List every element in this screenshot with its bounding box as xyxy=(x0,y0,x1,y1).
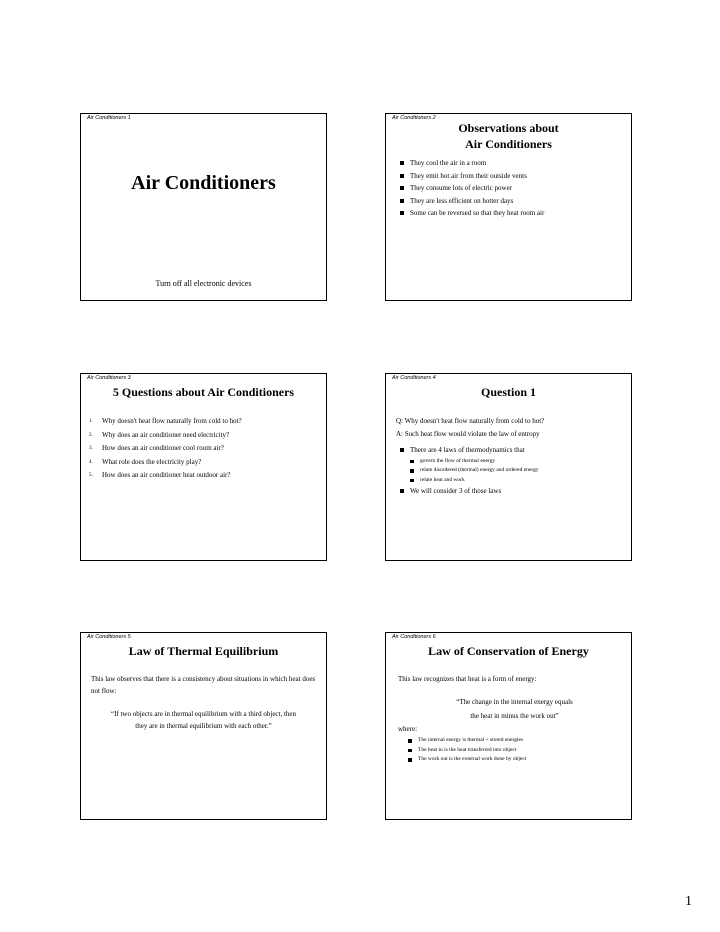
slide-header: Air Conditioners 2 xyxy=(392,115,436,121)
bullet-list xyxy=(400,157,625,220)
slide-header: Air Conditioners 1 xyxy=(87,115,131,121)
slide-subtitle: Turn off all electronic devices xyxy=(155,279,252,288)
list-number: 2. xyxy=(89,432,93,438)
slide-header: Air Conditioners 5 xyxy=(87,634,131,640)
slide-title: Law of Conservation of Energy xyxy=(428,644,589,658)
list-item: Some can be reversed so that they heat room air xyxy=(400,207,625,220)
slide-title: Law of Thermal Equilibrium xyxy=(128,644,279,658)
list-text: What role does the electricity play? xyxy=(102,457,202,466)
slide-6 xyxy=(385,632,632,820)
sub-item: The work out is the external work done by object xyxy=(408,755,625,765)
sub-item: govern the flow of thermal energy xyxy=(410,457,625,467)
body-text: This law observes that there is a consistency about situations in which heat does not flow: xyxy=(91,675,316,695)
where-label: where: xyxy=(398,725,418,733)
answer-text: A: Such heat flow would violate the law of entropy xyxy=(396,430,540,438)
list-item xyxy=(89,469,320,483)
list-number: 1. xyxy=(89,419,93,424)
slide-3 xyxy=(80,373,327,561)
quote-line-1: “The change in the internal energy equals xyxy=(456,698,573,706)
slide-5 xyxy=(80,632,327,820)
slide-title: 5 Questions about Air Conditioners xyxy=(112,385,295,399)
slide-header: Air Conditioners 3 xyxy=(87,375,131,381)
list-item: They consume lots of electric power xyxy=(400,182,625,195)
bullet-list xyxy=(400,444,625,498)
body-text: This law recognizes that heat is a form of energy: xyxy=(398,675,537,683)
list-item xyxy=(89,442,320,456)
list-text: How does an air conditioner cool room air? xyxy=(102,444,224,452)
question-text: Q: Why doesn't heat flow naturally from cold to hot? xyxy=(396,417,545,425)
slide-title-line-1: Observations about xyxy=(458,121,559,135)
slide-header: Air Conditioners 6 xyxy=(392,634,436,640)
list-number: 5. xyxy=(89,473,93,478)
list-item xyxy=(89,429,320,443)
slide-title: Air Conditioners xyxy=(131,172,276,194)
list-item: They emit hot air from their outside vents xyxy=(400,170,625,183)
list-text: Why doesn't heat flow naturally from cold to hot? xyxy=(102,417,242,425)
list-item xyxy=(400,444,625,485)
quote-line-1: “If two objects are in thermal equilibrium with a third object, then xyxy=(110,710,297,718)
quote-line-2: they are in thermal equilibrium with each other.” xyxy=(135,722,272,730)
sub-item: The heat in is the heat transferred into object xyxy=(408,746,625,756)
quote-line-2: the heat in minus the work out” xyxy=(470,712,559,720)
sub-item: relate disordered (thermal) energy and ordered energy xyxy=(410,466,625,476)
slide-title-line-2: Air Conditioners xyxy=(465,137,552,151)
list-text: There are 4 laws of thermodynamics that xyxy=(410,446,525,454)
list-item: We will consider 3 of those laws xyxy=(400,485,625,498)
slide-1 xyxy=(80,113,327,301)
page-number: 1 xyxy=(685,894,692,909)
list-item: They are less efficient on hotter days xyxy=(400,195,625,208)
list-text: How does an air conditioner heat outdoor air? xyxy=(102,471,231,479)
sub-list xyxy=(408,736,625,765)
list-item xyxy=(89,456,320,470)
numbered-list xyxy=(89,415,320,483)
list-text: Why does an air conditioner need electricity? xyxy=(102,430,230,439)
sub-list xyxy=(410,457,625,486)
slide-header: Air Conditioners 4 xyxy=(392,375,436,381)
sub-item: relate heat and work xyxy=(410,476,625,486)
slide-2 xyxy=(385,113,632,301)
list-item: They cool the air in a room xyxy=(400,157,625,170)
list-number: 3. xyxy=(89,446,93,451)
sub-item: The internal energy is thermal + stored energies xyxy=(408,736,625,746)
list-item xyxy=(89,415,320,429)
list-number: 4. xyxy=(89,459,93,465)
slide-4 xyxy=(385,373,632,561)
slide-title: Question 1 xyxy=(480,385,536,399)
